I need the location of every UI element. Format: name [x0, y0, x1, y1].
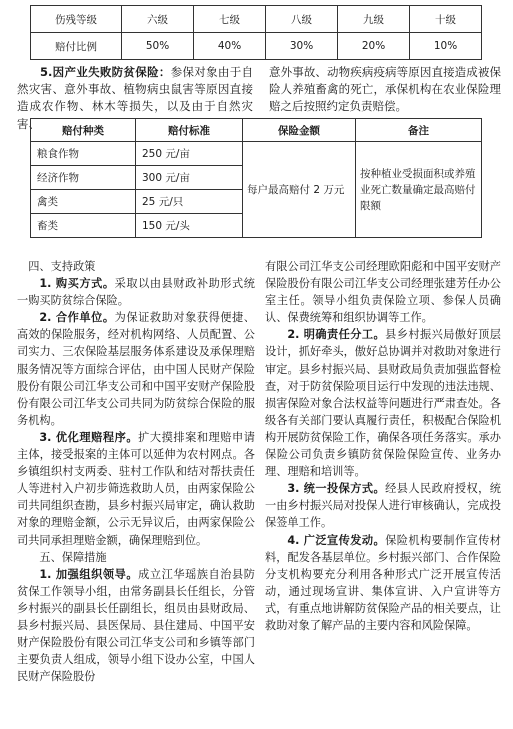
- standard-cell: 250 元/亩: [136, 142, 243, 166]
- guarantee-heading: 五、保障措施: [39, 550, 107, 564]
- table-row: [31, 6, 482, 33]
- right-column: [265, 258, 501, 634]
- guarantee-paragraph-1: 1. 加强组织领导。成立江华瑶族自治县防贫保工作领导小组，由常务副县长任组长，分管乡村振兴的副县长任副组长，组员由县财政局、县乡村振兴局、县医保局、县住建局、中国平安财产保险股份有限公司江华支公司和乡镇等部门主要负责人组成，领导小组下设办公室，中国人民财产保险股份: [17, 567, 255, 684]
- kind-cell: 禽类: [31, 190, 136, 214]
- header-note: 备注: [356, 119, 482, 142]
- table-header-row: [31, 119, 482, 142]
- ratio-cell: 30%: [266, 33, 338, 60]
- guarantee-paragraph-1-cont: 有限公司江华支公司经理欧阳彪和中国平安财产保险股份有限公司江华支公司经理张建芳任办公室主任。领导小组负责保险立项、参保人员确认、保费统筹和组织协调等工作。: [265, 260, 501, 325]
- grade-cell: 十级: [410, 6, 482, 33]
- kind-cell: 粮食作物: [31, 142, 136, 166]
- kind-cell: 畜类: [31, 214, 136, 238]
- grade-cell: 六级: [122, 6, 194, 33]
- row-label-grade: 伤残等级: [31, 6, 122, 33]
- grade-cell: 七级: [194, 6, 266, 33]
- row-label-ratio: 赔付比例: [31, 33, 122, 60]
- standard-cell: 25 元/只: [136, 190, 243, 214]
- disability-grade-table: [30, 5, 482, 60]
- left-column: [17, 258, 255, 685]
- ratio-cell: 20%: [338, 33, 410, 60]
- amount-cell: 每户最高赔付 2 万元: [243, 142, 356, 238]
- guarantee-paragraph-2: 2. 明确责任分工。县乡村振兴局傲好顶层设计，抓好牵头，傲好总协调并对救助对象进行审定。县乡村振兴局、县财政局负责加强监督检查，对于防贫保险项目运行中发现的违法违规、损害保险对象合法权益等问题进行严肃查处。各级各有关部门要认真履行责任，积极配合保险机构开展防贫保险工作，确保各项任务落实。承办保险公司负责乡镇防贫保险保险宣传、业务办理、理赔和培训等。: [265, 328, 501, 479]
- grade-cell: 九级: [338, 6, 410, 33]
- compensation-table: [30, 118, 482, 238]
- kind-cell: 经济作物: [31, 166, 136, 190]
- header-amount: 保险金额: [243, 119, 356, 142]
- policy-paragraph-1: 1. 购买方式。采取以由县财政补助形式统一购买防贫综合保险。: [17, 277, 255, 308]
- grade-cell: 八级: [266, 6, 338, 33]
- header-standard: 赔付标准: [136, 119, 243, 142]
- policy-paragraph-3: 3. 优化理赔程序。扩大摸排案和理赔申请主体，接受报案的主体可以延伸为农村网点。各乡镇组织村支两委、驻村工作队和结对帮扶责任人等进村入户初步筛选救助人员，由两家保险公司共同组织查勘，县乡村振兴局审定，确认救助对象的理赔金额，公示无异议后，由两家保险公司共同承担理赔金额，确保理赔到位。: [17, 430, 255, 547]
- guarantee-paragraph-4: 4. 广泛宣传发动。保险机构要制作宣传材料，配发各基层单位。乡村振兴部门、合作保险分支机构要充分利用各种形式广泛开展宣传活动，通过现场宣讲、集体宣讲、入户宣讲等方式，有重点地讲解防贫保险产品的相关要点，让救助对象了解产品的主要内容和风险保障。: [265, 533, 501, 632]
- table-row: [31, 33, 482, 60]
- table-row: [31, 142, 482, 166]
- policy-paragraph-2: 2. 合作单位。为保证救助对象获得便捷、高效的保险服务，经对机构网络、人员配置、公司实力、三农保险基层服务体系建设及承保理赔服务情况等方面综合评估，由中国人民财产保险股份有限公司江华支公司和中国平安财产保险股份有限公司江华支公司共同为防贫综合保险的服务机构。: [17, 311, 255, 427]
- ratio-cell: 10%: [410, 33, 482, 60]
- section5-left-text: 参保对象由于自然灾害、意外事故、植物病虫鼠害等原因直接造成农作物、林木等损失，以及由于自然灾害、: [17, 65, 253, 131]
- standard-cell: 150 元/头: [136, 214, 243, 238]
- header-kind: 赔付种类: [31, 119, 136, 142]
- guarantee-paragraph-3: 3. 统一投保方式。经县人民政府授权，统一由乡村振兴局对投保人进行审核确认，完成投保签单工作。: [265, 482, 501, 530]
- section5-right: [269, 64, 501, 116]
- section5-heading: 5.因产业失败防贫保险：: [40, 65, 171, 79]
- ratio-cell: 50%: [122, 33, 194, 60]
- policy-heading: 四、支持政策: [28, 260, 96, 273]
- note-cell: 按种植业受损面积或养殖业死亡数量确定最高赔付限额: [356, 142, 482, 238]
- standard-cell: 300 元/亩: [136, 166, 243, 190]
- ratio-cell: 40%: [194, 33, 266, 60]
- section5-right-text: 意外事故、动物疾病疫病等原因直接造成被保险人养殖畜禽的死亡，承保机构在农业保险理赔之后按照约定负责赔偿。: [269, 65, 501, 114]
